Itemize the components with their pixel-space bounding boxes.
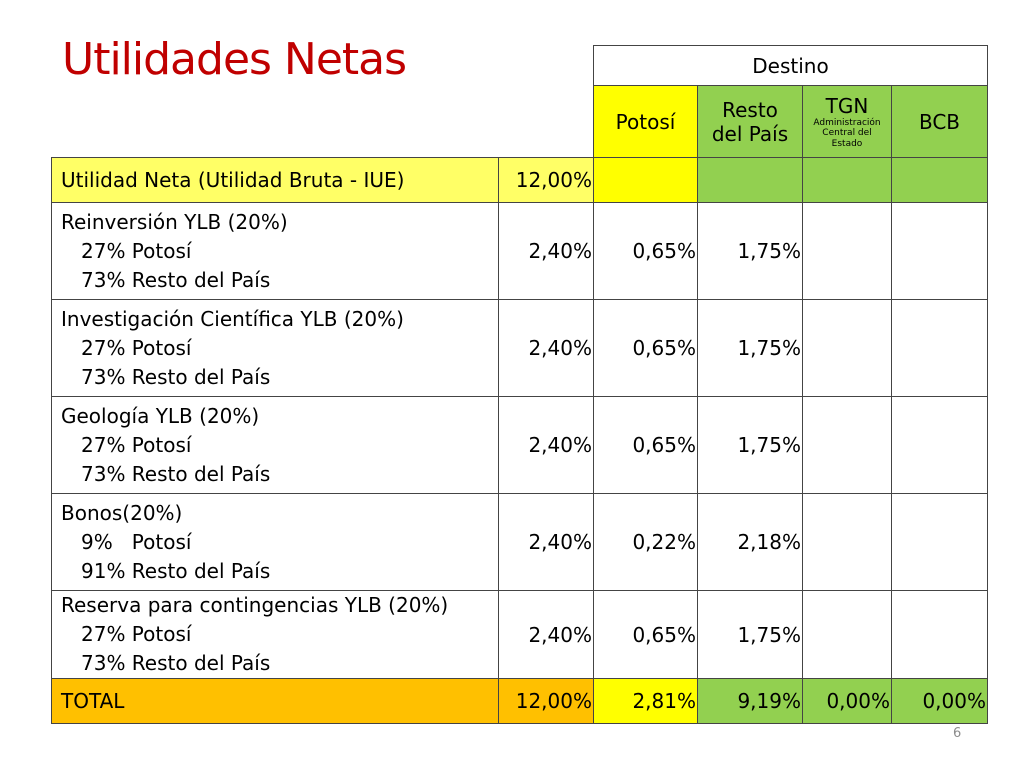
table-row [52, 300, 988, 397]
row-tgn [803, 300, 892, 397]
row-bcb [892, 203, 988, 300]
row-total: 2,40% [499, 591, 594, 679]
row-potosi: 0,22% [594, 494, 698, 591]
table-row [52, 591, 988, 679]
row-bcb [892, 300, 988, 397]
net-income-resto [698, 158, 803, 203]
col-header-resto-del-pais: Resto del País [698, 86, 803, 158]
row-bcb [892, 397, 988, 494]
row-resto: 1,75% [698, 203, 803, 300]
total-row [52, 679, 988, 724]
row-tgn [803, 591, 892, 679]
page-number: 6 [953, 726, 962, 741]
row-tgn [803, 203, 892, 300]
row-resto: 1,75% [698, 300, 803, 397]
total-value: 12,00% [499, 679, 594, 724]
table-row [52, 494, 988, 591]
row-tgn [803, 397, 892, 494]
row-label: Investigación Científica YLB (20%) 27% Potosí 73% Resto del País [52, 300, 499, 397]
header-spacer [52, 46, 594, 86]
row-total: 2,40% [499, 397, 594, 494]
page-title: Utilidades Netas [62, 34, 407, 85]
row-label: Reserva para contingencias YLB (20%) 27% Potosí 73% Resto del País [52, 591, 499, 679]
row-total: 2,40% [499, 203, 594, 300]
row-bcb [892, 591, 988, 679]
row-total: 2,40% [499, 300, 594, 397]
total-bcb: 0,00% [892, 679, 988, 724]
row-potosi: 0,65% [594, 591, 698, 679]
header-spacer [52, 86, 594, 158]
col-header-potosi: Potosí [594, 86, 698, 158]
table-row [52, 397, 988, 494]
row-resto: 1,75% [698, 591, 803, 679]
row-label: Bonos(20%) 9% Potosí 91% Resto del País [52, 494, 499, 591]
table-row [52, 203, 988, 300]
row-total: 2,40% [499, 494, 594, 591]
total-label: TOTAL [52, 679, 499, 724]
net-income-label: Utilidad Neta (Utilidad Bruta - IUE) [52, 158, 499, 203]
total-tgn: 0,00% [803, 679, 892, 724]
row-bcb [892, 494, 988, 591]
row-potosi: 0,65% [594, 300, 698, 397]
row-potosi: 0,65% [594, 397, 698, 494]
col-header-bcb: BCB [892, 86, 988, 158]
total-potosi: 2,81% [594, 679, 698, 724]
row-tgn [803, 494, 892, 591]
row-potosi: 0,65% [594, 203, 698, 300]
row-label: Geología YLB (20%) 27% Potosí 73% Resto del País [52, 397, 499, 494]
net-income-potosi [594, 158, 698, 203]
utilidades-table [51, 45, 988, 724]
row-resto: 2,18% [698, 494, 803, 591]
row-label: Reinversión YLB (20%) 27% Potosí 73% Resto del País [52, 203, 499, 300]
col-header-tgn: TGN Administración Central del Estado [803, 86, 892, 158]
row-resto: 1,75% [698, 397, 803, 494]
net-income-bcb [892, 158, 988, 203]
total-resto: 9,19% [698, 679, 803, 724]
net-income-tgn [803, 158, 892, 203]
net-income-row [52, 158, 988, 203]
destino-header: Destino [594, 46, 988, 86]
net-income-value: 12,00% [499, 158, 594, 203]
